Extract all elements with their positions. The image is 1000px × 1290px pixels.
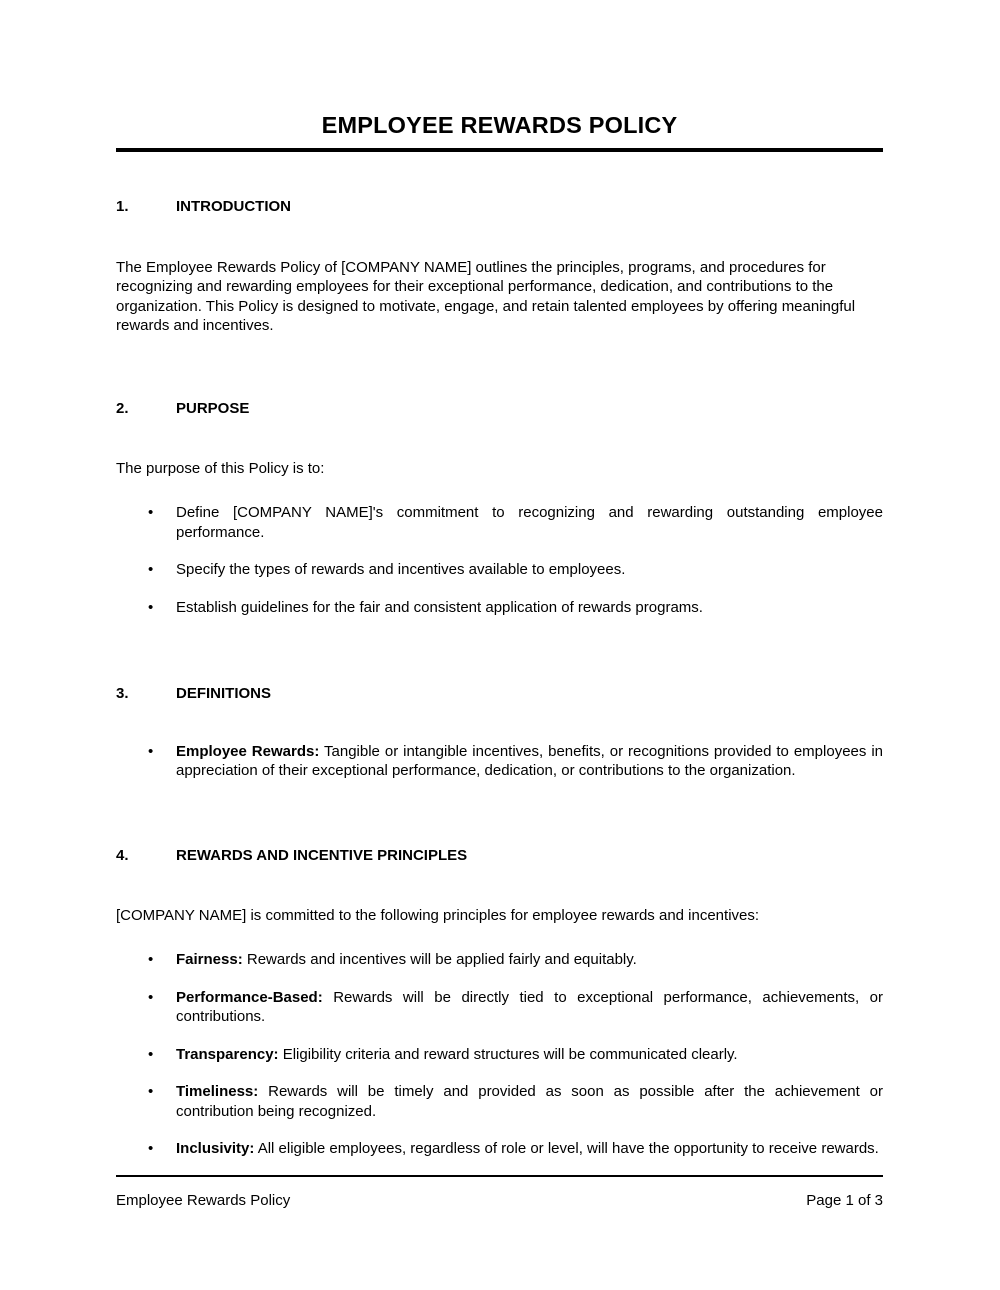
document-body (116, 0, 883, 1159)
title-divider (116, 148, 883, 152)
list-item (116, 988, 883, 1027)
list-item (116, 1045, 883, 1065)
bullet-icon: • (148, 951, 154, 969)
bullet-icon: • (148, 504, 154, 522)
section-paragraph-introduction: The Employee Rewards Policy of [COMPANY NAME] outlines the principles, programs, and procedures for recognizing and rewarding employees for their exceptional performance, dedication, and contributions to the organization. This Policy is designed to motivate, engage, and retain talented employees by offering meaningful rewards and incentives. (116, 258, 856, 335)
list-item-text: All eligible employees, regardless of role or level, will have the opportunity to receive rewards. (254, 1140, 879, 1158)
list-item (116, 560, 883, 580)
page-footer (116, 1175, 883, 1210)
bullet-icon: • (148, 1045, 154, 1063)
bullet-icon: • (148, 1140, 154, 1158)
purpose-bullet-list (116, 503, 883, 617)
section-heading-definitions (116, 685, 883, 704)
section-number: 2. (116, 399, 129, 417)
section-heading-rewards-principles (116, 847, 883, 866)
page-title: EMPLOYEE REWARDS POLICY (321, 112, 678, 138)
section-number: 4. (116, 846, 129, 864)
list-item-text: Establish guidelines for the fair and consistent application of rewards programs. (176, 598, 703, 616)
list-item-text: Rewards and incentives will be applied fairly and equitably. (242, 951, 637, 969)
list-item-text: Specify the types of rewards and incentives available to employees. (176, 561, 626, 579)
bullet-icon: • (148, 561, 154, 579)
principles-bullet-list (116, 950, 883, 1159)
footer-document-name: Employee Rewards Policy (116, 1192, 291, 1209)
list-item-text: Rewards will be timely and provided as soon as possible after the achievement or contribution being recognized. (176, 1083, 883, 1120)
list-item (116, 503, 883, 542)
list-item (116, 1139, 883, 1159)
list-item-term: Timeliness: (176, 1083, 259, 1101)
list-item-text: Rewards will be directly tied to exceptional performance, achievements, or contributions. (176, 988, 883, 1026)
footer-row (116, 1191, 883, 1210)
bullet-icon: • (148, 742, 154, 760)
section-paragraph-purpose: The purpose of this Policy is to: (116, 459, 325, 477)
list-item-term: Inclusivity: (176, 1140, 255, 1158)
section-heading-introduction (116, 198, 883, 217)
list-item (116, 1082, 883, 1121)
list-item (116, 950, 883, 970)
section-paragraph-rewards-principles: [COMPANY NAME] is committed to the following principles for employee rewards and incentives: (116, 906, 760, 924)
section-title: INTRODUCTION (176, 198, 291, 216)
section-title: REWARDS AND INCENTIVE PRINCIPLES (176, 846, 468, 864)
section-title: PURPOSE (176, 399, 250, 417)
footer-divider (116, 1175, 883, 1177)
section-heading-purpose (116, 400, 883, 419)
section-number: 3. (116, 685, 129, 703)
bullet-icon: • (148, 1083, 154, 1101)
section-number: 1. (116, 198, 129, 216)
definitions-bullet-list (116, 742, 883, 781)
list-item-term: Transparency: (176, 1045, 279, 1063)
bullet-icon: • (148, 598, 154, 616)
list-item-text: Eligibility criteria and reward structures will be communicated clearly. (278, 1045, 738, 1063)
list-item (116, 598, 883, 618)
list-item (116, 742, 883, 781)
footer-page-number: Page 1 of 3 (806, 1192, 883, 1209)
list-item-term: Fairness: (176, 951, 243, 969)
list-item-text: Tangible or intangible incentives, benefits, or recognitions provided to employees in appreciation of their exceptional performance, dedication, or contributions to the organization. (176, 742, 883, 780)
list-item-term: Employee Rewards: (176, 742, 320, 760)
list-item-term: Performance-Based: (176, 988, 323, 1006)
list-item-text: Define [COMPANY NAME]'s commitment to recognizing and rewarding outstanding employee performance. (176, 504, 883, 541)
section-title: DEFINITIONS (176, 685, 272, 703)
bullet-icon: • (148, 988, 154, 1006)
